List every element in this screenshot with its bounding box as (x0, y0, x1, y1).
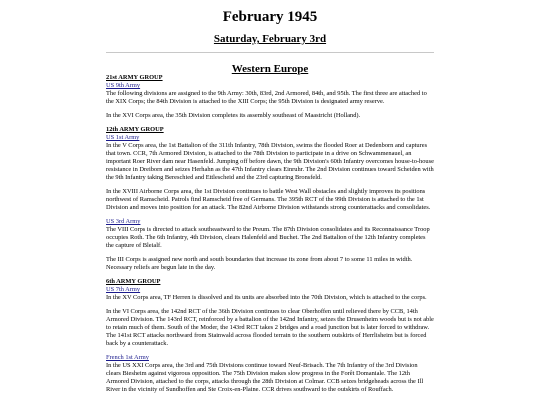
army-heading: US 9th Army (106, 81, 141, 89)
report-paragraph: The following divisions are assigned to the 9th Army: 30th, 83rd, 2nd Armored, 84th, and 95th. The first three are attached to the XIX Corps; the 84th Division is attached to the XIII Corps; the 95th Division is designated army reserve. (106, 89, 427, 105)
content-body (106, 74, 434, 394)
page-title: February 1945 (222, 9, 318, 25)
army-heading: US 3rd Army (106, 218, 141, 226)
report-paragraph: In the V Corps area, the 1st Battalion of the 311th Infantry, 78th Division, swims the flooded Roer at Dedenborn and captures that town. CCR, 7th Armored Division, is attached to the 78th Division to participate in a drive on Schwammenauel, an important Roer River dam near Hasenfeld. Jumping off before dawn, the 9th Division's 60th Infantry overcomes house-to-house resistance in Dreiborn and seizes Herhahn as the 47th Infantry clears Einruhr. The 2nd Division continues toward Scheiden with the 9th Infantry taking Bereschied and Ettlescheid and the 23rd capturing Bronsfeld. (106, 142, 434, 181)
army-group-heading: 6th ARMY GROUP (106, 278, 161, 286)
army-group-heading: 12th ARMY GROUP (106, 126, 164, 134)
report-paragraph: In the US XXI Corps area, the 3rd and 75th Divisions continue toward Neuf-Brisach. The 7th Infantry of the 3rd Division clears Biesheim against vigorous opposition. The 75th Division makes slow progress in the Forêt Domaniale. The 12th Armored Division, attached to the corps, attacks through the 28th Division at Colmar. CCB seizes bridgeheads across the Ill River in the vicinity of Sundhoffen and Ste Croix-en-Plaine. CCR drives southward to the outskirts of Rouffach. (106, 362, 424, 394)
army-heading: US 7th Army (106, 286, 141, 294)
army-heading: French 1st Army (106, 354, 149, 362)
region-heading: Western Europe (231, 63, 309, 75)
report-paragraph: The VIII Corps is directed to attack southeastward to the Preum. The 87th Division consolidates and its Reconnaissance Troop occupies Roth. The 6th Infantry, 4th Division, clears Halenfeld and Buchet. The 2nd Battalion of the 12th Infantry completes the capture of Bleialf. (106, 226, 430, 249)
report-paragraph: In the XVIII Airborne Corps area, the 1st Division continues to battle West Wall obstacles and slightly improves its positions northwest of Ramscheid. Patrols find Ramscheid free of Germans. The 395th RCT of the 99th Division is attached to the 1st Division and moves into position for an attack. The 82nd Airborne Division withstands strong counterattacks and consolidates. (106, 188, 431, 211)
report-paragraph: The III Corps is assigned new north and south boundaries that increase its zone from about 7 to some 11 miles in width. Necessary reliefs are begun late in the day. (106, 256, 413, 272)
report-paragraph: In the XVI Corps area, the 35th Division completes its assembly southeast of Maastricht (Holland). (106, 112, 361, 120)
report-paragraph: In the XV Corps area, TF Herren is dissolved and its units are absorbed into the 70th Division, which is attached to the corps. (106, 294, 427, 302)
army-heading: US 1st Army (106, 134, 140, 142)
army-group-heading: 21st ARMY GROUP (106, 74, 163, 81)
report-paragraph: In the VI Corps area, the 142nd RCT of the 36th Division continues to clear Oberhoffen until relieved there by CCB, 14th Armored Division. The 143rd RCT, reinforced by a battalion of the 142nd Infantry, seizes the Drusenheim woods but is not able to retain much of them. South of the Moder, the 143rd RCT takes 2 bridges and a road junction but is later forced to withdraw. The 141st RCT attacks northward from Stainwald across flooded terrain to the southern outskirts of Herrlisheim but is forced back by a counterattack. (106, 308, 434, 348)
horizontal-divider (106, 52, 434, 53)
date-heading: Saturday, February 3rd (213, 33, 327, 45)
